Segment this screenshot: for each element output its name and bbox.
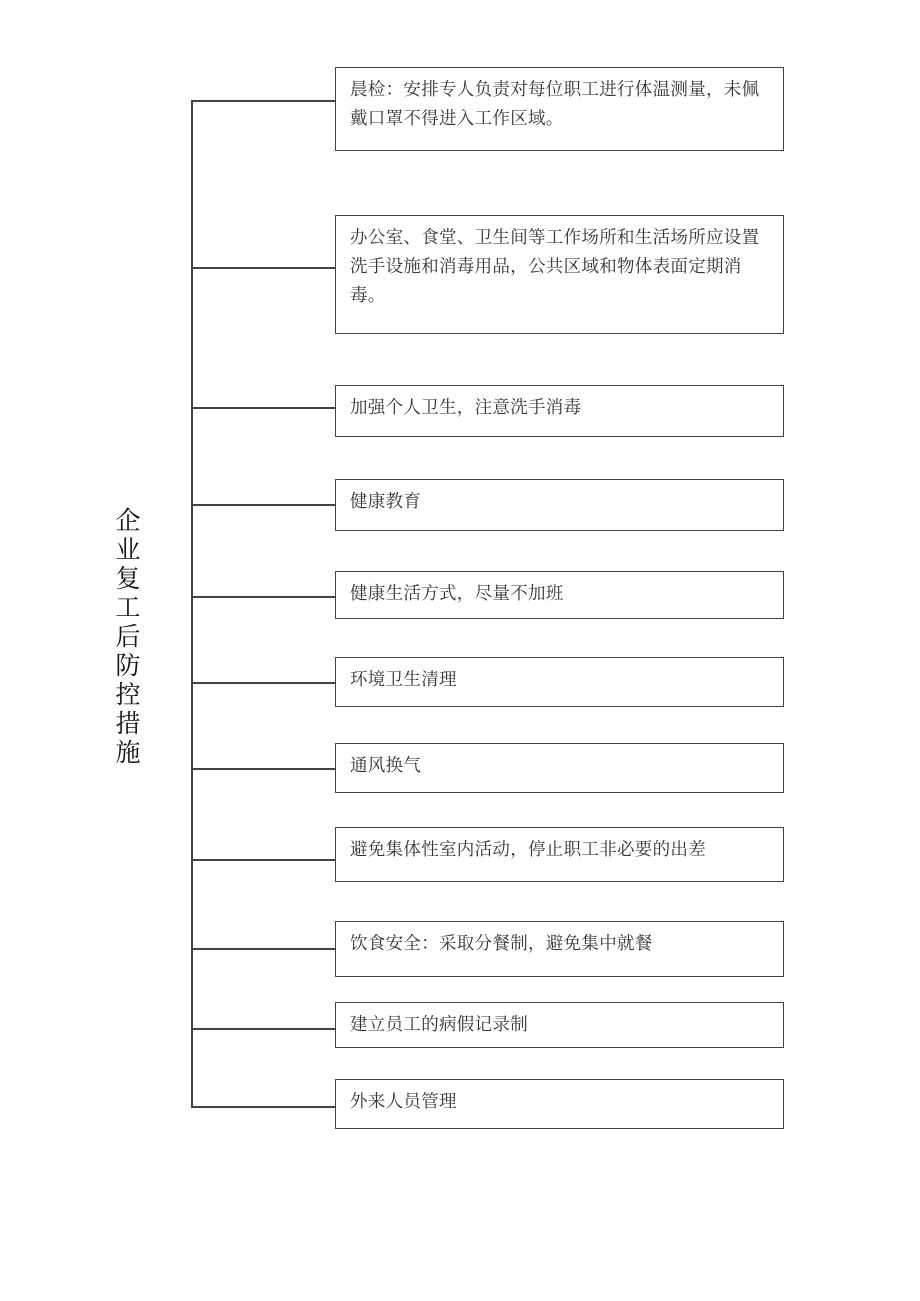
measure-text: 加强个人卫生，注意洗手消毒 bbox=[350, 398, 582, 418]
connector-line bbox=[191, 1106, 336, 1108]
connector-line bbox=[191, 407, 336, 409]
measure-text: 外来人员管理 bbox=[350, 1092, 457, 1112]
measure-box-food-safety bbox=[335, 921, 784, 977]
measure-box-visitor-management bbox=[335, 1079, 784, 1129]
connector-line bbox=[191, 596, 336, 598]
measure-box-handwash-facilities bbox=[335, 215, 784, 334]
measure-box-sick-leave-records bbox=[335, 1002, 784, 1048]
measure-text: 办公室、食堂、卫生间等工作场所和生活场所应设置洗手设施和消毒用品，公共区域和物体表面定期消毒。 bbox=[350, 228, 760, 306]
measure-box-avoid-gatherings bbox=[335, 827, 784, 882]
connector-line bbox=[191, 100, 336, 102]
connector-line bbox=[191, 948, 336, 950]
root-title: 企业复工后防控措施 bbox=[115, 506, 141, 767]
measure-text: 晨检：安排专人负责对每位职工进行体温测量，未佩戴口罩不得进入工作区域。 bbox=[350, 80, 760, 129]
connector-line bbox=[191, 504, 336, 506]
measure-text: 环境卫生清理 bbox=[350, 670, 457, 690]
measure-text: 健康教育 bbox=[350, 492, 422, 512]
measure-box-ventilation bbox=[335, 743, 784, 793]
measure-box-morning-check bbox=[335, 67, 784, 151]
measure-text: 通风换气 bbox=[350, 756, 422, 776]
measure-text: 健康生活方式，尽量不加班 bbox=[350, 584, 564, 604]
measure-box-health-education bbox=[335, 479, 784, 531]
measure-box-environment-cleaning bbox=[335, 657, 784, 707]
connector-line bbox=[191, 682, 336, 684]
measure-box-healthy-lifestyle bbox=[335, 571, 784, 619]
measure-text: 避免集体性室内活动，停止职工非必要的出差 bbox=[350, 840, 706, 860]
connector-line bbox=[191, 267, 336, 269]
measure-text: 建立员工的病假记录制 bbox=[350, 1015, 528, 1035]
connector-line bbox=[191, 859, 336, 861]
tree-trunk-line bbox=[191, 100, 193, 1108]
measure-box-personal-hygiene bbox=[335, 385, 784, 437]
connector-line bbox=[191, 1028, 336, 1030]
measure-text: 饮食安全：采取分餐制，避免集中就餐 bbox=[350, 934, 653, 954]
connector-line bbox=[191, 768, 336, 770]
